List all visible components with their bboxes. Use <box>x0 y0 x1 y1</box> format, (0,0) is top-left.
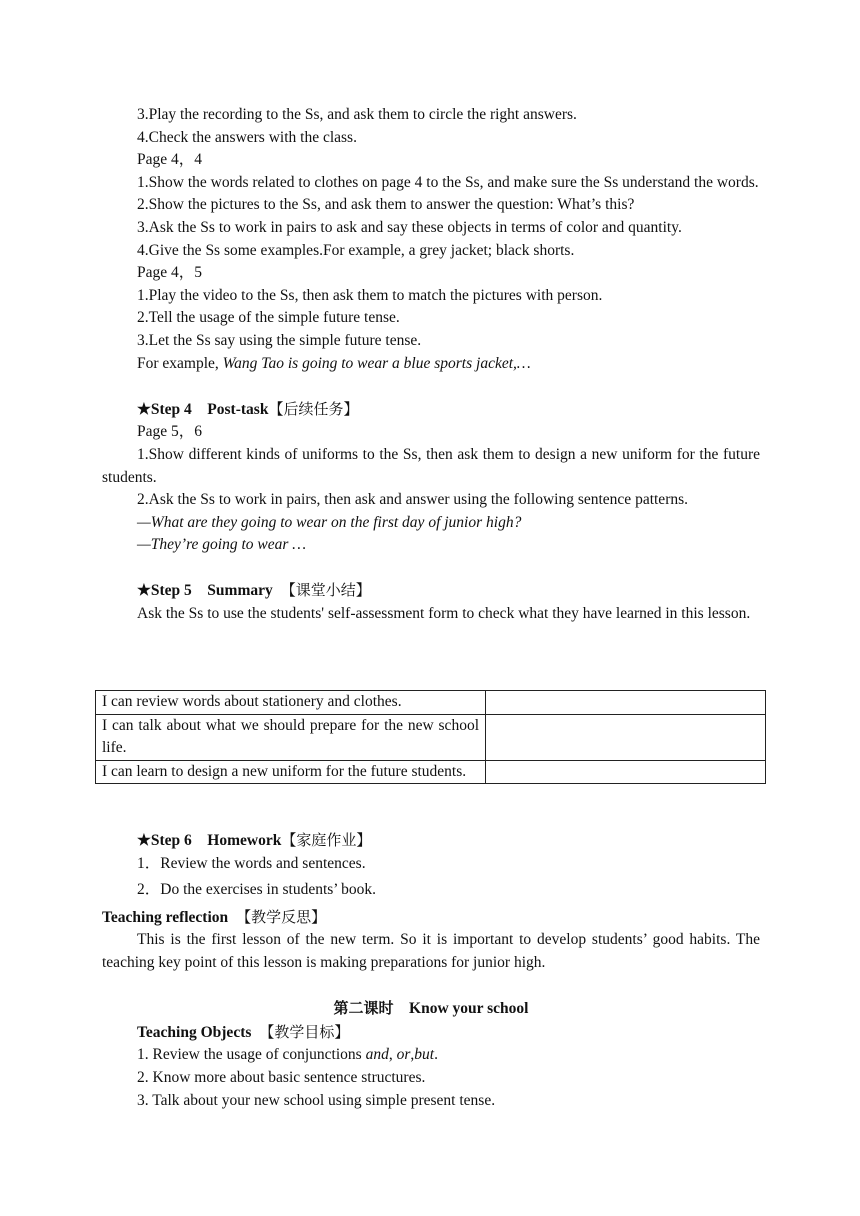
line: 3.Play the recording to the Ss, and ask them to circle the right answers. <box>137 106 577 123</box>
line: 2.Tell the usage of the simple future tense. <box>137 309 400 327</box>
reflection-text: This is the first lesson of the new term. So it is important to develop students’ good habits. The teaching key point of this lesson is making preparations for junior high. <box>102 931 760 971</box>
lesson2-title-en: Know your school <box>393 1000 529 1018</box>
table-cell-empty <box>486 714 766 760</box>
objective-3: 3. Talk about your new school using simple present tense. <box>137 1091 496 1109</box>
table-cell: I can learn to design a new uniform for the future students. <box>96 760 486 784</box>
example-sentence: Wang Tao is going to wear a blue sports jacket,… <box>222 354 531 372</box>
self-assessment-table <box>95 690 766 784</box>
example-line <box>102 353 760 376</box>
objects-heading <box>102 1021 760 1045</box>
reflection-title: Teaching reflection <box>102 908 244 926</box>
dialog-line: —What are they going to wear on the first day of junior high? <box>137 513 522 531</box>
lesson2-title-cn: 第二课时 <box>333 999 394 1018</box>
objective-2: 2. Know more about basic sentence structures. <box>137 1068 426 1086</box>
table-row <box>96 714 766 760</box>
step4-title: ★Step 4 Post-task <box>137 400 269 418</box>
objective-1: 1. Review the usage of conjunctions and, or,but. <box>137 1046 438 1064</box>
line: 1.Show the words related to clothes on page 4 to the Ss, and make sure the Ss understand the words. <box>137 173 759 191</box>
homework-item: 2．Do the exercises in students’ book. <box>137 881 377 899</box>
reflection-cn: 【教学反思】 <box>243 907 327 926</box>
line: 1.Show different kinds of uniforms to the Ss, then ask them to design a new uniform for the future students. <box>102 445 760 486</box>
table-cell: I can review words about stationery and clothes. <box>96 691 486 715</box>
table-row <box>96 760 766 784</box>
step4-heading <box>102 398 760 422</box>
objects-title: Teaching Objects <box>137 1023 267 1041</box>
line: 2.Ask the Ss to work in pairs, then ask and answer using the following sentence patterns. <box>137 491 689 509</box>
page-content-lower <box>102 829 760 1112</box>
table-cell-empty <box>486 760 766 784</box>
table-cell-empty <box>486 691 766 715</box>
page-reference: Page 4，5 <box>137 264 203 282</box>
table-cell: I can talk about what we should prepare for the new school life. <box>96 714 486 760</box>
example-prefix: For example, <box>137 354 223 372</box>
step5-cn: 【课堂小结】 <box>288 581 371 600</box>
line: 4.Give the Ss some examples.For example, a grey jacket; black shorts. <box>137 241 575 259</box>
dialog-line: —They’re going to wear … <box>137 536 307 554</box>
objects-cn: 【教学目标】 <box>266 1022 350 1041</box>
step6-heading <box>102 829 760 853</box>
step6-title: ★Step 6 Homework <box>137 832 282 849</box>
line: 2.Show the pictures to the Ss, and ask them to answer the question: What’s this? <box>137 196 635 214</box>
page-reference: Page 5，6 <box>137 423 203 441</box>
line: 1.Play the video to the Ss, then ask them to match the pictures with person. <box>137 286 603 304</box>
lesson2-title <box>102 997 760 1021</box>
table-row <box>96 691 766 715</box>
step5-text: Ask the Ss to use the students' self-assessment form to check what they have learned in this lesson. <box>137 605 751 623</box>
step6-cn: 【家庭作业】 <box>281 831 372 849</box>
page-reference: Page 4，4 <box>137 151 203 169</box>
line: 3.Let the Ss say using the simple future tense. <box>137 331 422 349</box>
page-content <box>102 104 760 626</box>
step5-heading <box>102 579 760 603</box>
reflection-heading <box>102 906 760 930</box>
line: 4.Check the answers with the class. <box>137 128 357 146</box>
step5-title: ★Step 5 Summary <box>137 582 289 600</box>
step4-cn: 【后续任务】 <box>268 399 359 418</box>
homework-item: 1．Review the words and sentences. <box>137 854 366 872</box>
line: 3.Ask the Ss to work in pairs to ask and say these objects in terms of color and quantity. <box>137 218 682 236</box>
